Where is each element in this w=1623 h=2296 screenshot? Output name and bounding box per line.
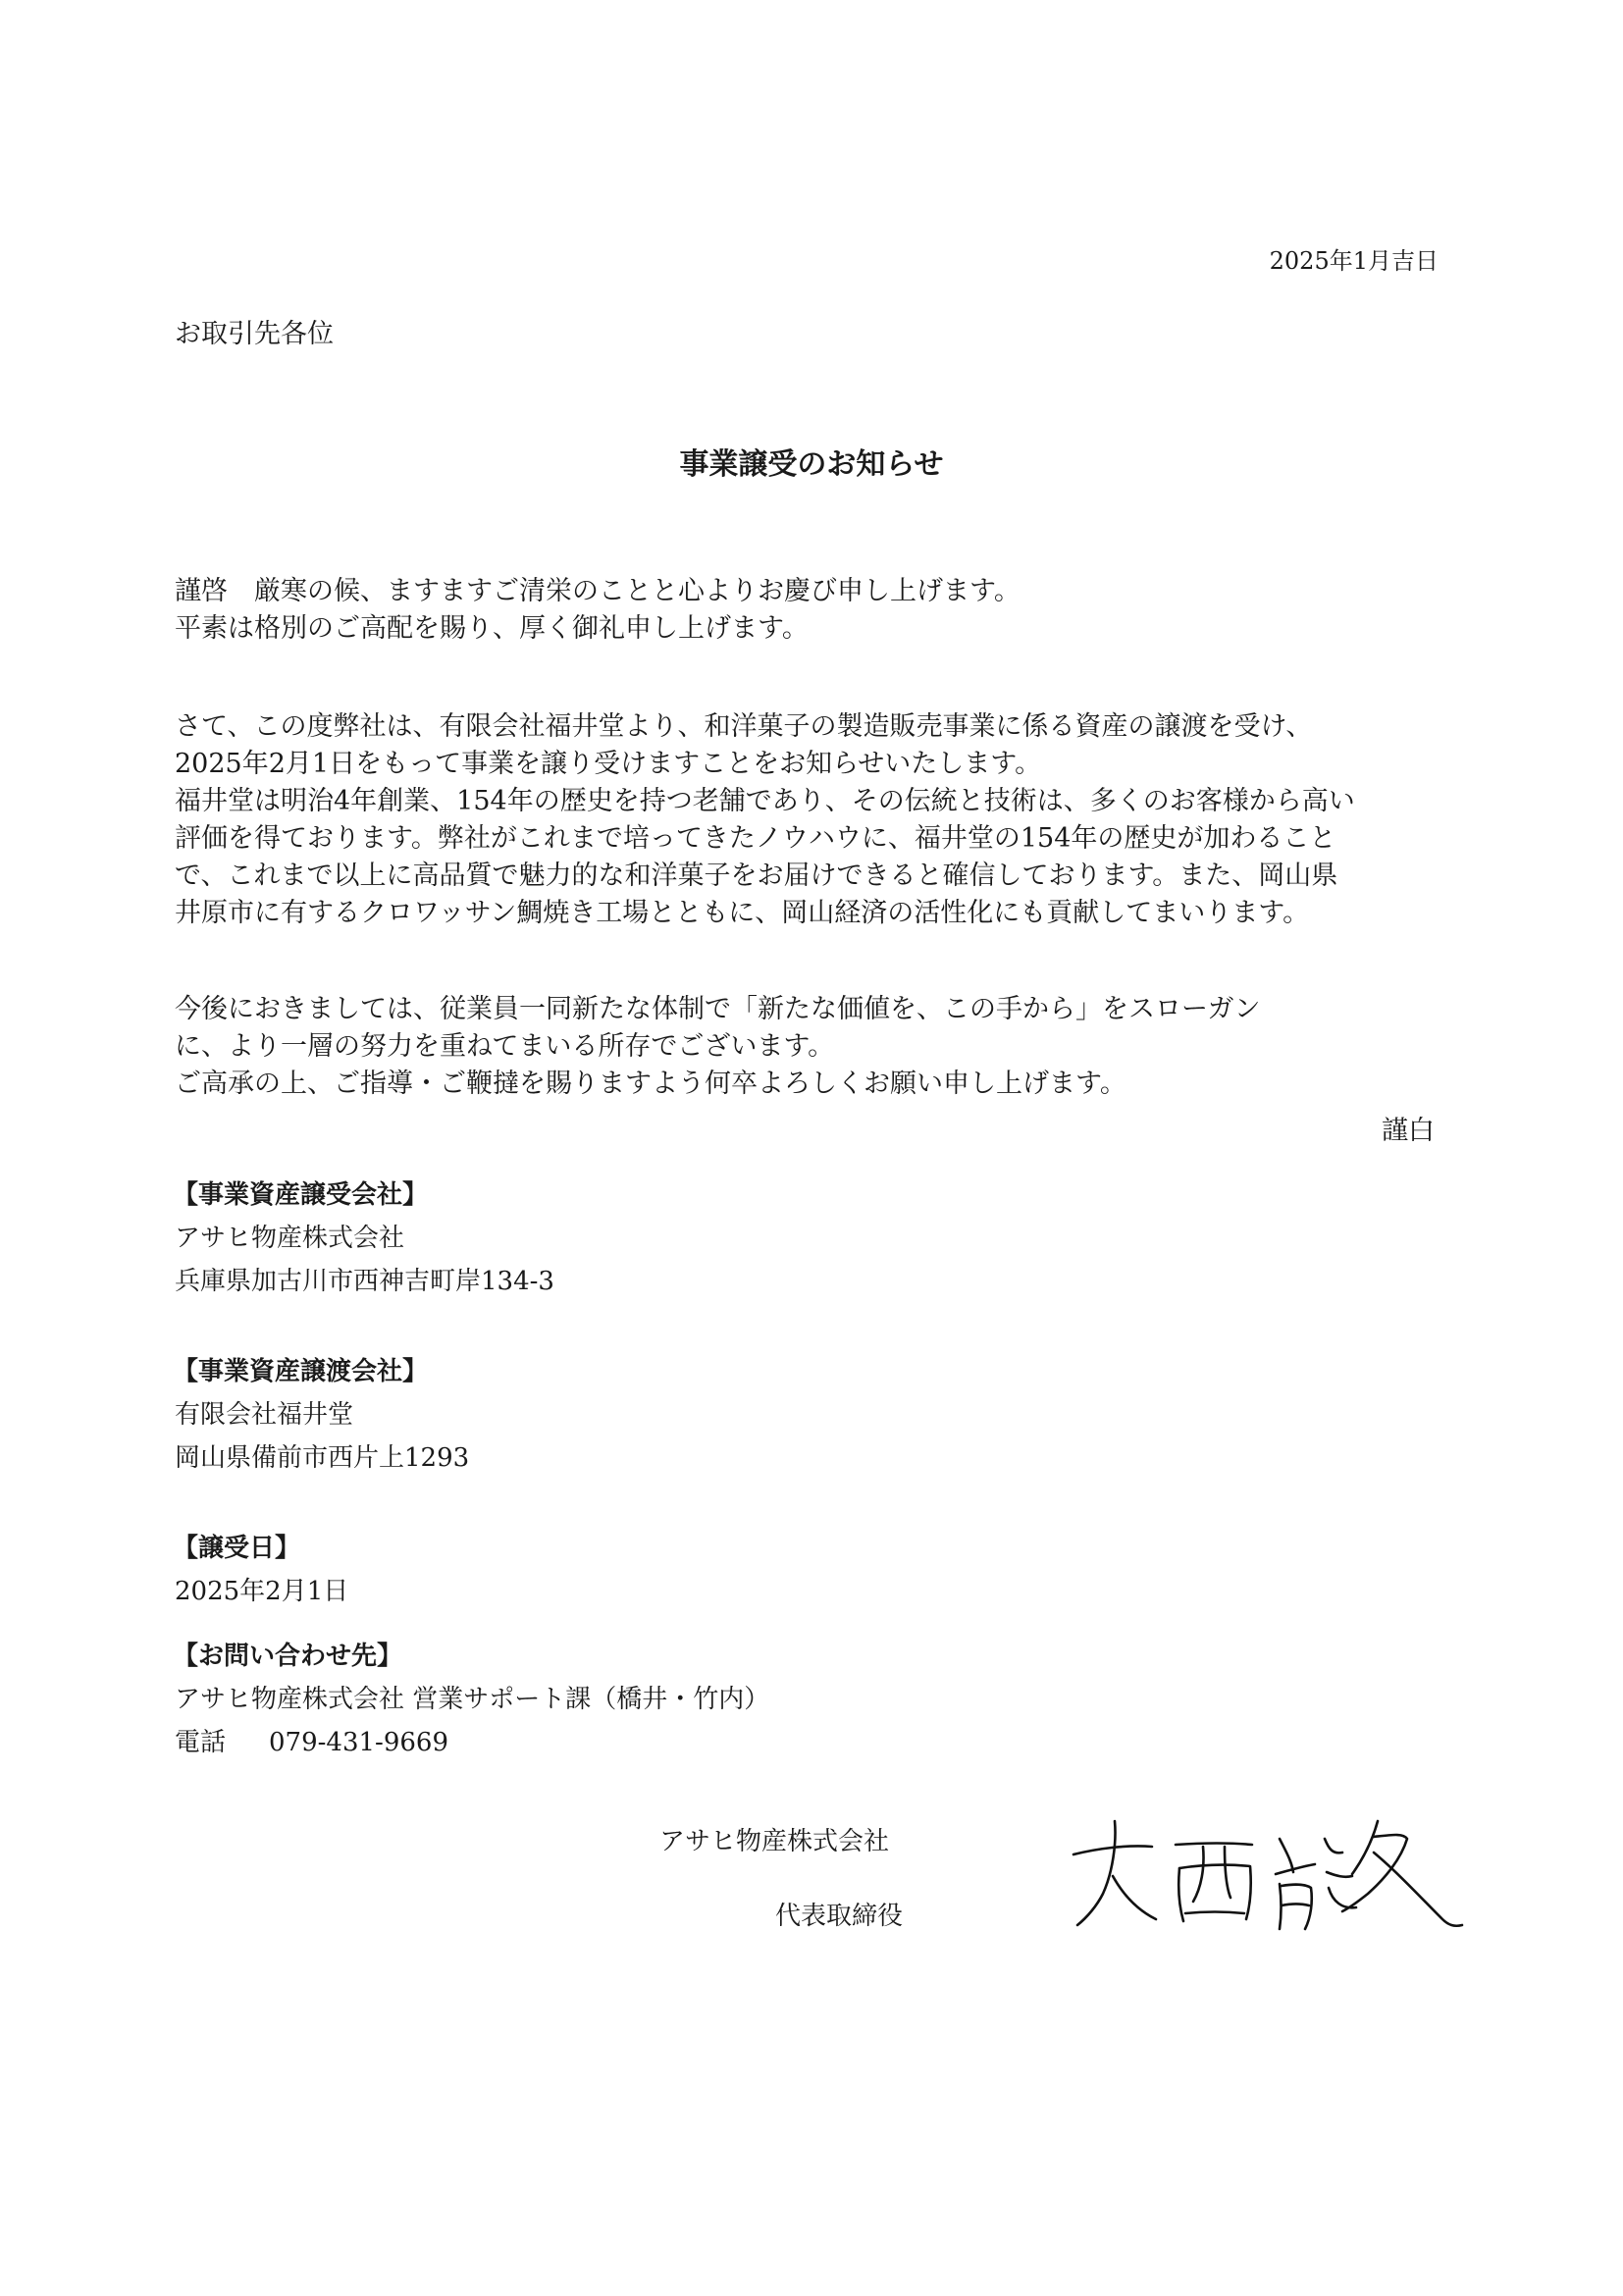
signature-stroke (1185, 1912, 1244, 1914)
section-heading: 【譲受日】 (173, 1534, 301, 1563)
signature-stroke (1282, 1885, 1312, 1929)
document-title: 事業譲受のお知らせ (679, 447, 944, 482)
company-name: 有限会社福井堂 (175, 1400, 354, 1430)
signature-stroke (1327, 1872, 1352, 1877)
greeting-paragraph (175, 573, 1021, 648)
section-heading: 【お問い合わせ先】 (173, 1642, 403, 1671)
paragraph-line: 平素は格別のご高配を賜り、厚く御礼申し上げます。 (175, 613, 809, 644)
contact-phone-line (175, 1721, 769, 1764)
document-date: 2025年1月吉日 (1269, 247, 1439, 275)
phone-label: 電話 (175, 1728, 227, 1757)
paragraph-line: 今後におきましては、従業員一同新たな体制で「新たな価値を、この手から」をスローガン (175, 994, 1261, 1024)
paragraph-line: さて、この度弊社は、有限会社福井堂より、和洋菓子の製造販売事業に係る資産の譲渡を受け、 (175, 711, 1313, 742)
paragraph-line: 謹啓 厳寒の候、ますますご清栄のことと心よりお慶び申し上げます。 (175, 576, 1021, 606)
signature-stroke (1193, 1847, 1204, 1902)
signature-stroke (1077, 1821, 1116, 1925)
paragraph-line: 福井堂は明治4年創業、154年の歴史を持つ老舗であり、その伝統と技術は、多くのお客様から高い (175, 786, 1355, 816)
handwritten-signature (1058, 1803, 1470, 1951)
company-address: 兵庫県加古川市西神吉町岸134-3 (175, 1267, 554, 1296)
recipient-line: お取引先各位 (175, 319, 334, 349)
phone-number: 079-431-9669 (269, 1728, 448, 1757)
signatory-company: アサヒ物産株式会社 (659, 1827, 890, 1856)
paragraph-line: で、これまで以上に高品質で魅力的な和洋菓子をお届けできると確信しております。また、岡山県 (175, 861, 1338, 891)
signature-stroke (1176, 1844, 1252, 1846)
paragraph-line: 井原市に有するクロワッサン鯛焼き工場とともに、岡山経済の活性化にも貢献してまいります。 (175, 898, 1310, 928)
signature-stroke (1325, 1839, 1342, 1852)
paragraph-line: 評価を得ております。弊社がこれまで培ってきたノウハウに、福井堂の154年の歴史が加わること (175, 823, 1336, 854)
paragraph-line: ご高承の上、ご指導・ご鞭撻を賜りますよう何卒よろしくお願い申し上げます。 (175, 1069, 1126, 1099)
company-name: アサヒ物産株式会社 (175, 1224, 405, 1253)
paragraph-line: 2025年2月1日をもって事業を譲り受けますことをお知らせいたします。 (175, 749, 1042, 779)
section-heading: 【事業資産譲受会社】 (173, 1180, 429, 1210)
transfer-date-value: 2025年2月1日 (175, 1577, 349, 1606)
signature-stroke (1178, 1868, 1183, 1921)
transferee-section (175, 1174, 554, 1303)
signature-stroke (1282, 1905, 1309, 1906)
announcement-paragraph (175, 708, 1355, 932)
section-heading: 【事業資産譲渡会社】 (173, 1357, 429, 1386)
signature-stroke (1276, 1864, 1315, 1874)
signature-stroke (1374, 1852, 1462, 1926)
company-address: 岡山県備前市西片上1293 (175, 1443, 470, 1473)
transfer-date-section (175, 1527, 348, 1613)
closing-word: 謹白 (1382, 1116, 1435, 1146)
contact-section (175, 1635, 769, 1764)
paragraph-line: に、より一層の努力を重ねてまいる所存でございます。 (175, 1031, 835, 1062)
signature-stroke (1352, 1821, 1378, 1874)
contact-department: アサヒ物産株式会社 営業サポート課（橋井・竹内） (175, 1685, 770, 1714)
future-paragraph (175, 991, 1260, 1103)
signature-stroke (1225, 1847, 1230, 1898)
signature-stroke (1113, 1876, 1156, 1919)
transferor-section (175, 1350, 469, 1480)
signature-stroke (1280, 1839, 1293, 1872)
signatory-title: 代表取締役 (775, 1902, 904, 1931)
